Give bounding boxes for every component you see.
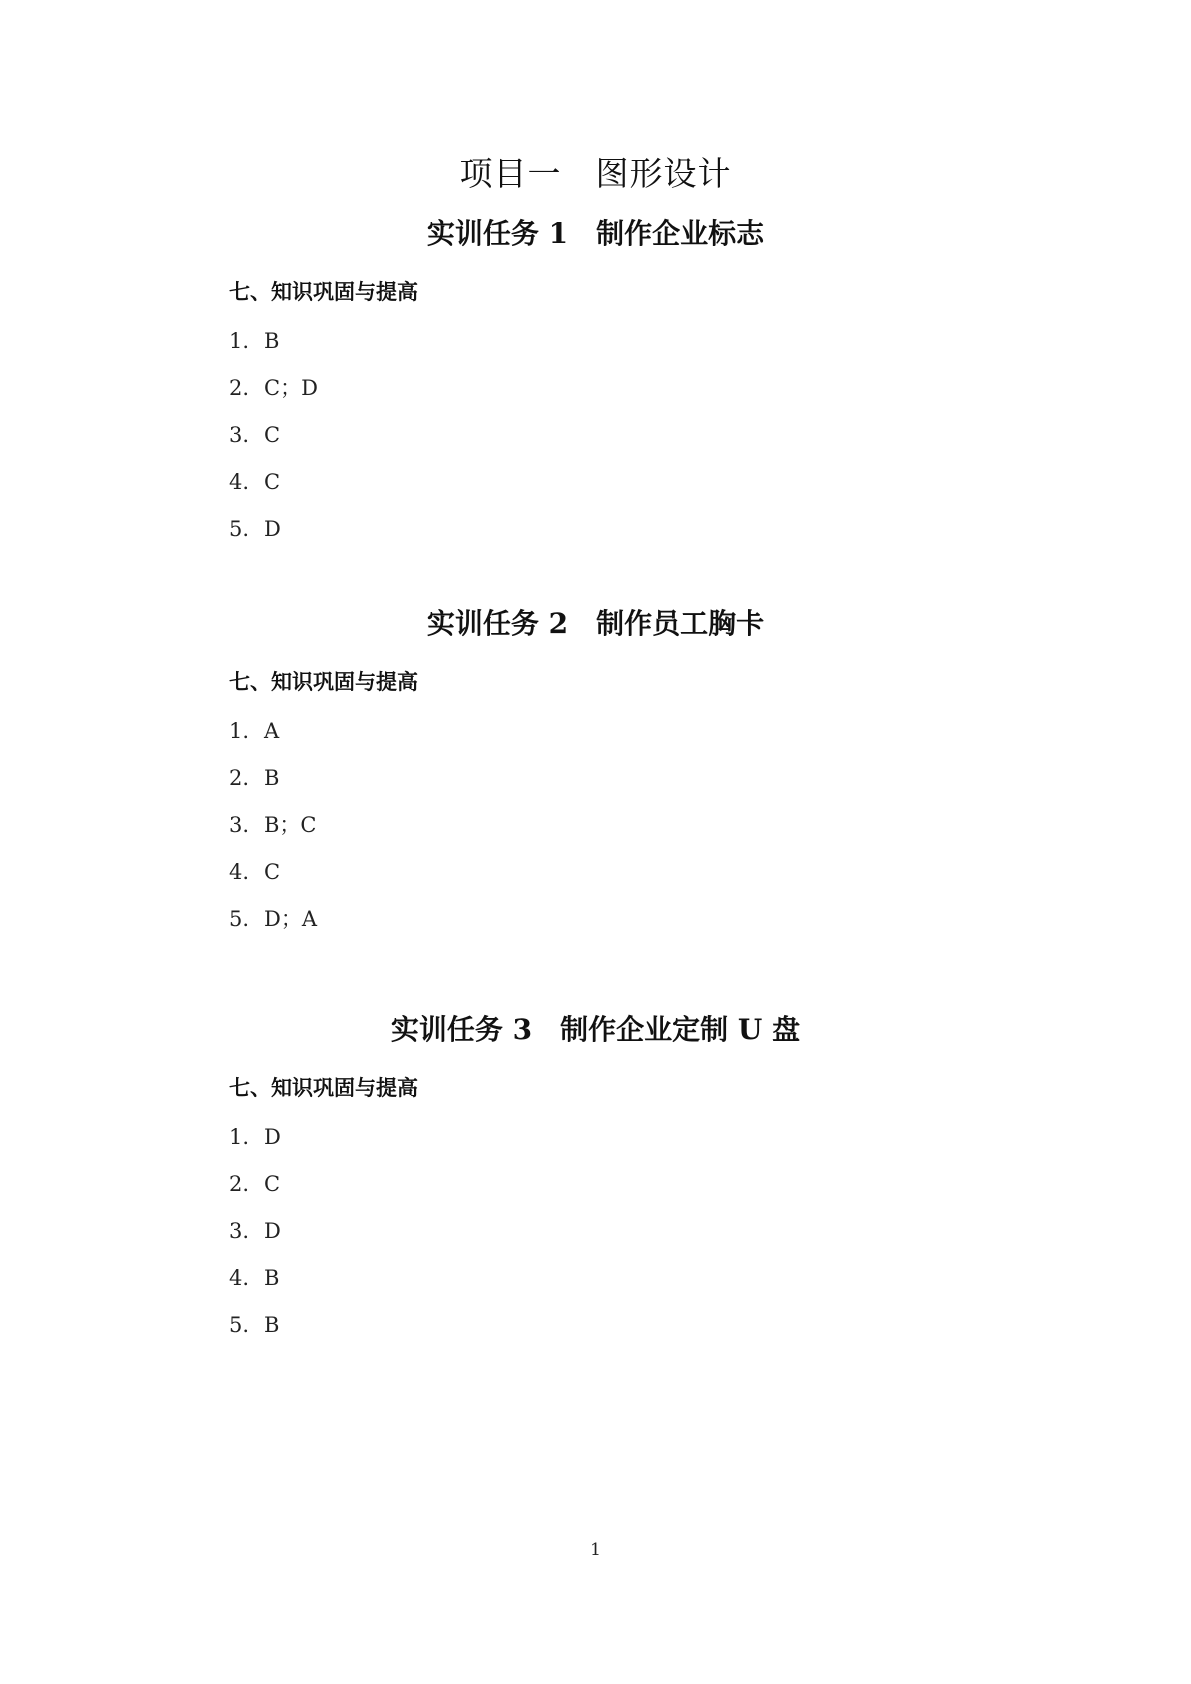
answer-number: 5.: [229, 517, 250, 541]
answer-list-1: [229, 328, 318, 563]
answer-value: B: [264, 766, 280, 790]
answer-value: C: [264, 860, 281, 884]
answer-value: D: [264, 517, 281, 541]
answer-number: 5.: [229, 1313, 250, 1337]
page-title: 项目一 图形设计: [459, 154, 732, 193]
answer-item: [229, 375, 318, 422]
task-title-3: 实训任务 3 制作企业定制 U 盘: [390, 1013, 801, 1046]
answer-value: B: [264, 329, 280, 353]
answer-item: [229, 906, 317, 953]
answer-item: [229, 422, 318, 469]
answer-value: D: [264, 1125, 281, 1149]
answer-number: 3.: [229, 1219, 250, 1243]
answer-value: C: [264, 423, 281, 447]
answer-value: D；A: [264, 907, 318, 931]
answer-number: 2.: [229, 1172, 250, 1196]
answer-number: 3.: [229, 813, 250, 837]
answer-item: [229, 1312, 281, 1359]
answer-item: [229, 1171, 281, 1218]
answer-item: [229, 1124, 281, 1171]
answer-number: 2.: [229, 766, 250, 790]
answer-number: 1.: [229, 719, 250, 743]
section-heading-1: 七、知识巩固与提高: [229, 279, 418, 304]
answer-value: C: [264, 1172, 281, 1196]
answer-value: B: [264, 1313, 280, 1337]
answer-item: [229, 812, 317, 859]
answer-value: A: [264, 719, 280, 743]
answer-number: 2.: [229, 376, 250, 400]
answer-item: [229, 1218, 281, 1265]
answer-number: 4.: [229, 860, 250, 884]
answer-item: [229, 1265, 281, 1312]
answer-item: [229, 859, 317, 906]
answer-number: 4.: [229, 470, 250, 494]
section-heading-2: 七、知识巩固与提高: [229, 669, 418, 694]
answer-value: C；D: [264, 376, 318, 400]
answer-number: 1.: [229, 329, 250, 353]
answer-value: C: [264, 470, 281, 494]
task-title-1: 实训任务 1 制作企业标志: [426, 217, 765, 250]
answer-value: D: [264, 1219, 281, 1243]
answer-item: [229, 765, 317, 812]
task-title-2: 实训任务 2 制作员工胸卡: [426, 607, 765, 640]
answer-item: [229, 469, 318, 516]
answer-number: 5.: [229, 907, 250, 931]
answer-value: B: [264, 1266, 280, 1290]
answer-value: B；C: [264, 813, 317, 837]
answer-list-3: [229, 1124, 281, 1359]
section-heading-3: 七、知识巩固与提高: [229, 1075, 418, 1100]
answer-list-2: [229, 718, 317, 953]
answer-item: [229, 328, 318, 375]
answer-number: 1.: [229, 1125, 250, 1149]
answer-number: 4.: [229, 1266, 250, 1290]
page-number: 1: [590, 1540, 601, 1560]
answer-item: [229, 516, 318, 563]
answer-number: 3.: [229, 423, 250, 447]
answer-item: [229, 718, 317, 765]
